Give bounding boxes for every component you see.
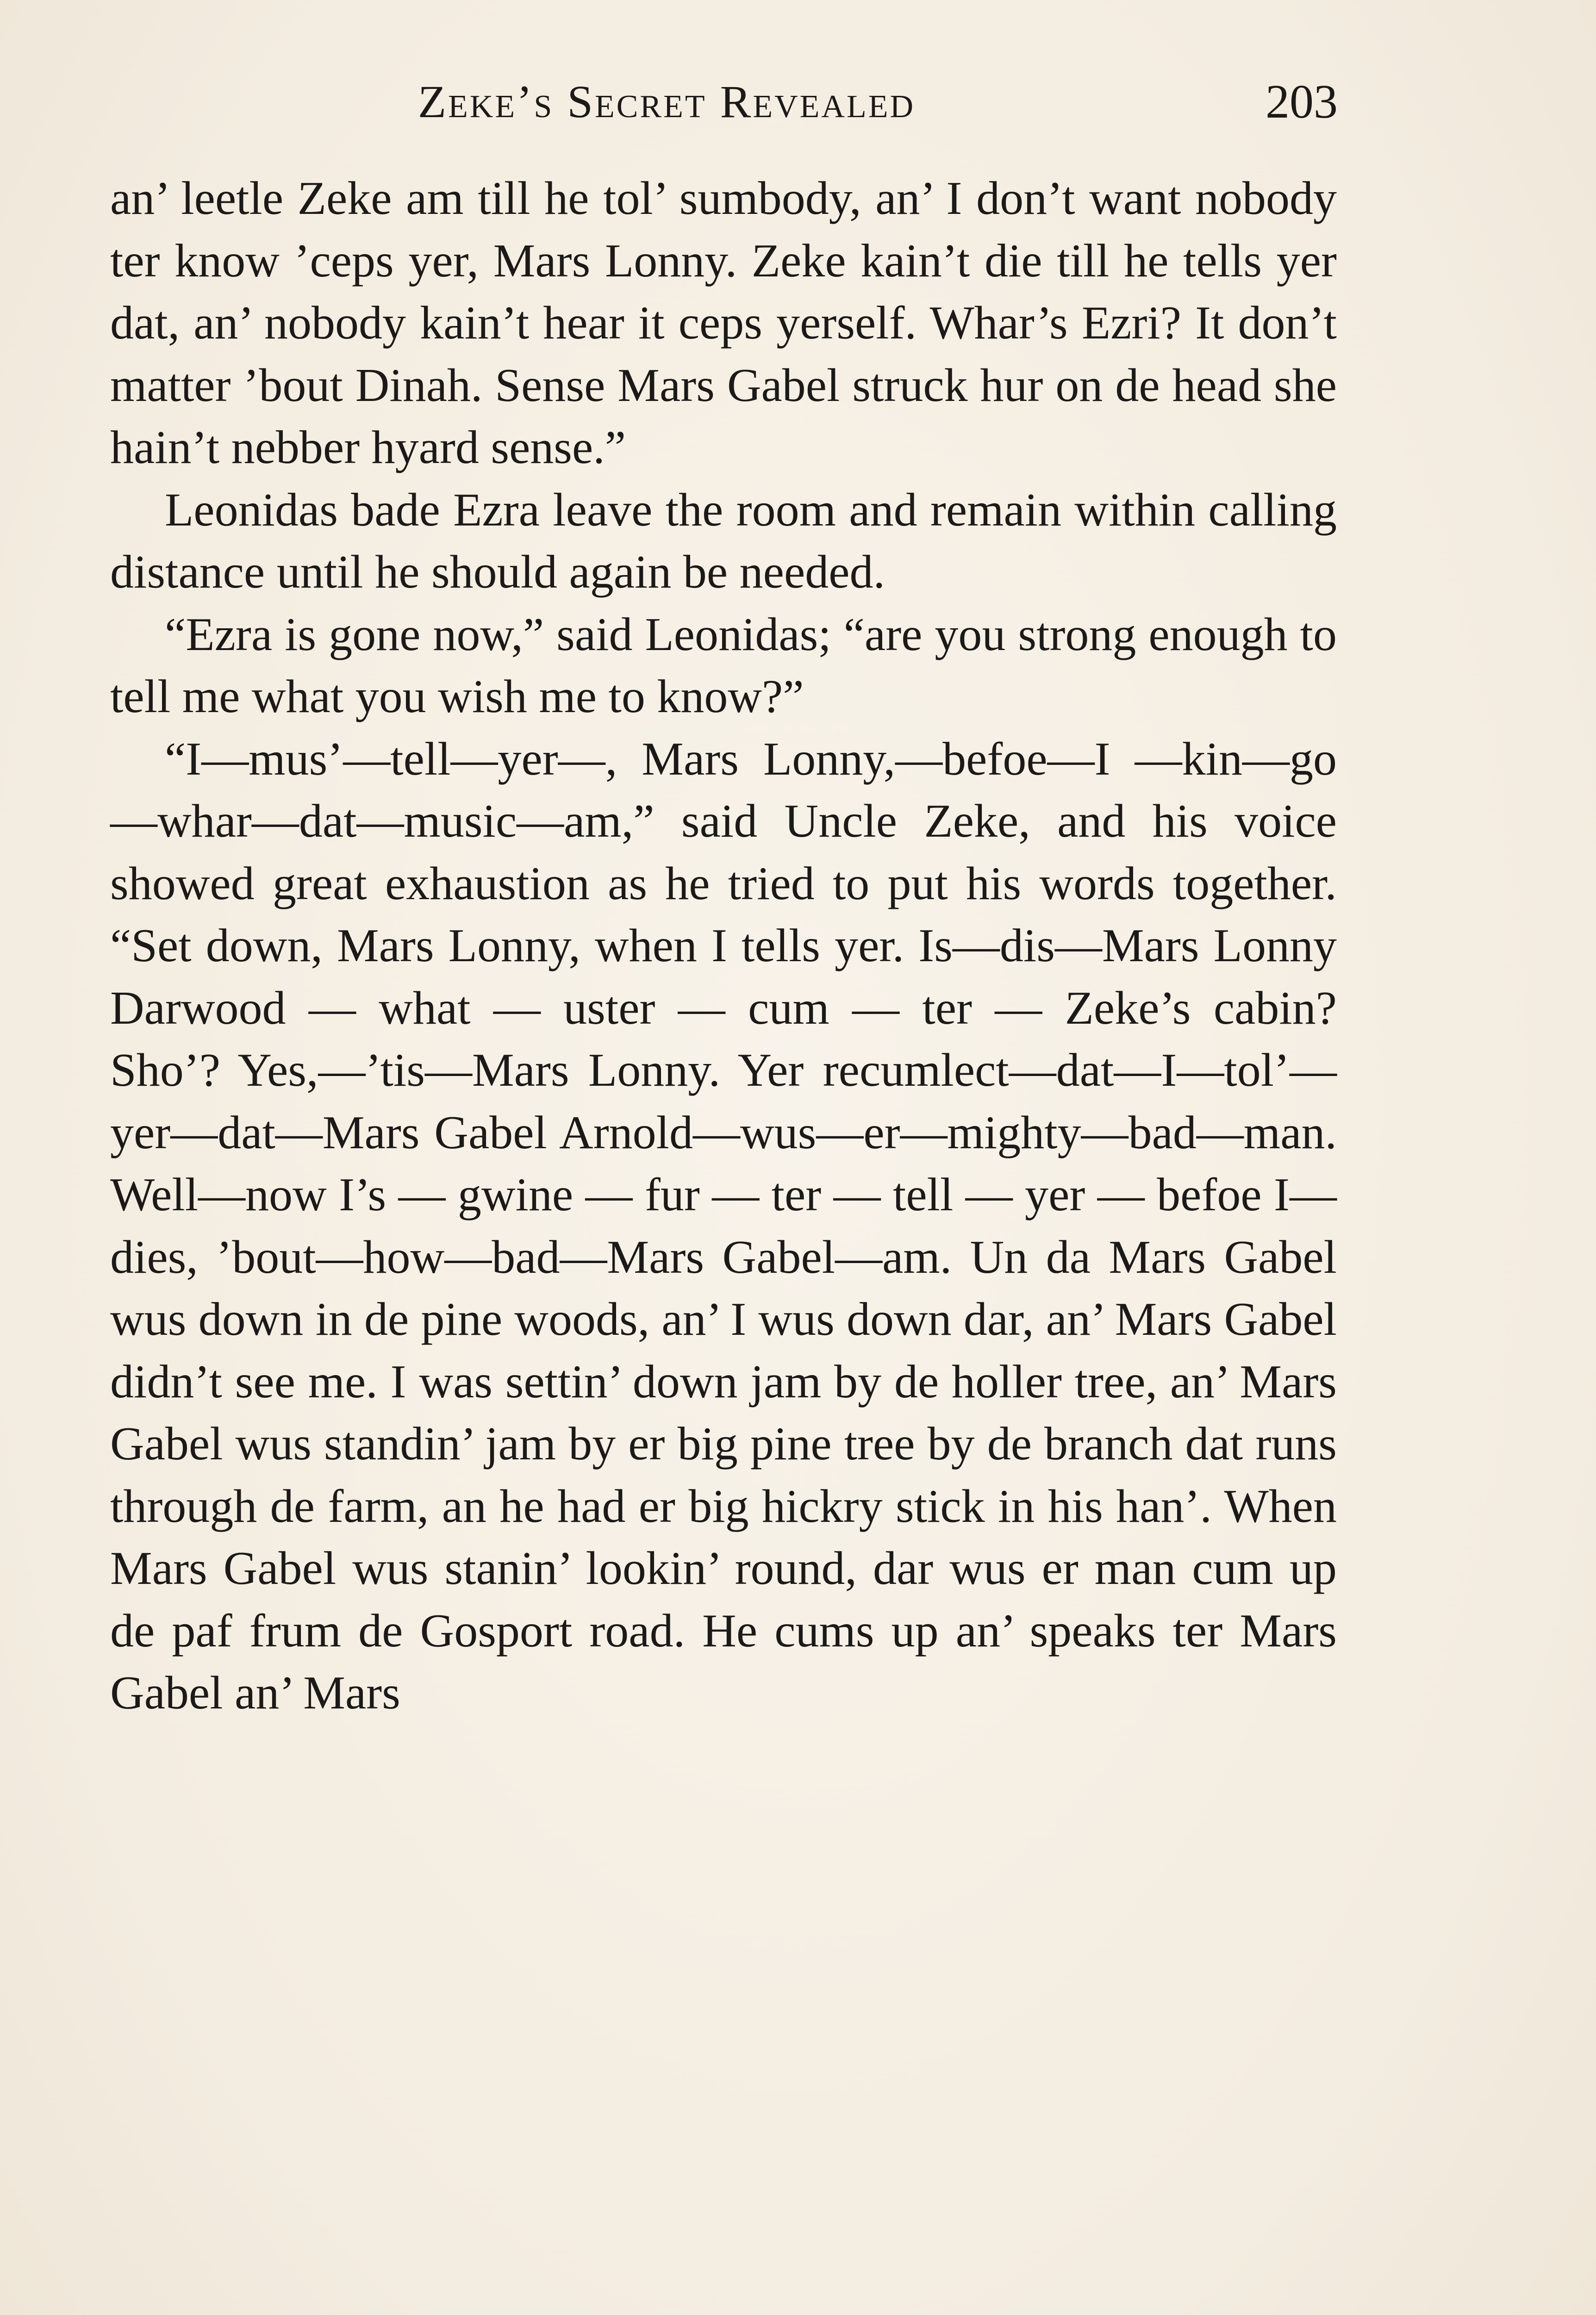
paragraph-4: “I—mus’—tell—yer—, Mars Lonny,—befoe—I —kin—go—whar—dat—music—am,” said Uncle Zeke, and his voice showed great exhaustion as he tried to put his words together. “Set down, Mars Lonny, when I tells yer. Is—dis—Mars Lonny Darwood — what — uster — cum — ter — Zeke’s cabin? Sho’? Yes,—’tis—Mars Lonny. Yer recumlect—dat—I—tol’—yer—dat—Mars Gabel Arnold—wus—er—mighty—bad—man. Well—now I’s — gwine — fur — ter — tell — yer — befoe I—dies, ’bout—how—bad—Mars Gabel—am. Un da Mars Gabel wus down in de pine woods, an’ I wus down dar, an’ Mars Gabel didn’t see me. I was settin’ down jam by de holler tree, an’ Mars Gabel wus standin’ jam by er big pine tree by de branch dat runs through de farm, an he had er big hickry stick in his han’. When Mars Gabel wus stanin’ lookin’ round, dar wus er man cum up de paf frum de Gosport road. He cums up an’ speaks ter Mars Gabel an’ Mars	[110, 732, 1337, 1719]
body-text	[110, 168, 1337, 1725]
paragraph-3: “Ezra is gone now,” said Leonidas; “are you strong enough to tell me what you wish me to know?”	[110, 608, 1337, 723]
running-head	[111, 69, 1338, 134]
chapter-title: Zeke’s Secret Revealed	[418, 76, 916, 127]
paragraph-2: Leonidas bade Ezra leave the room and remain within calling distance until he should again be needed.	[110, 483, 1337, 598]
page-number: 203	[1266, 75, 1338, 128]
paragraph-1: an’ leetle Zeke am till he tol’ sumbody, an’ I don’t want nobody ter know ’ceps yer, Mars Lonny. Zeke kain’t die till he tells yer dat, an’ nobody kain’t hear it ceps yerself. Whar’s Ezri? It don’t matter ’bout Dinah. Sense Mars Gabel struck hur on de head she hain’t nebber hyard sense.”	[110, 172, 1337, 474]
